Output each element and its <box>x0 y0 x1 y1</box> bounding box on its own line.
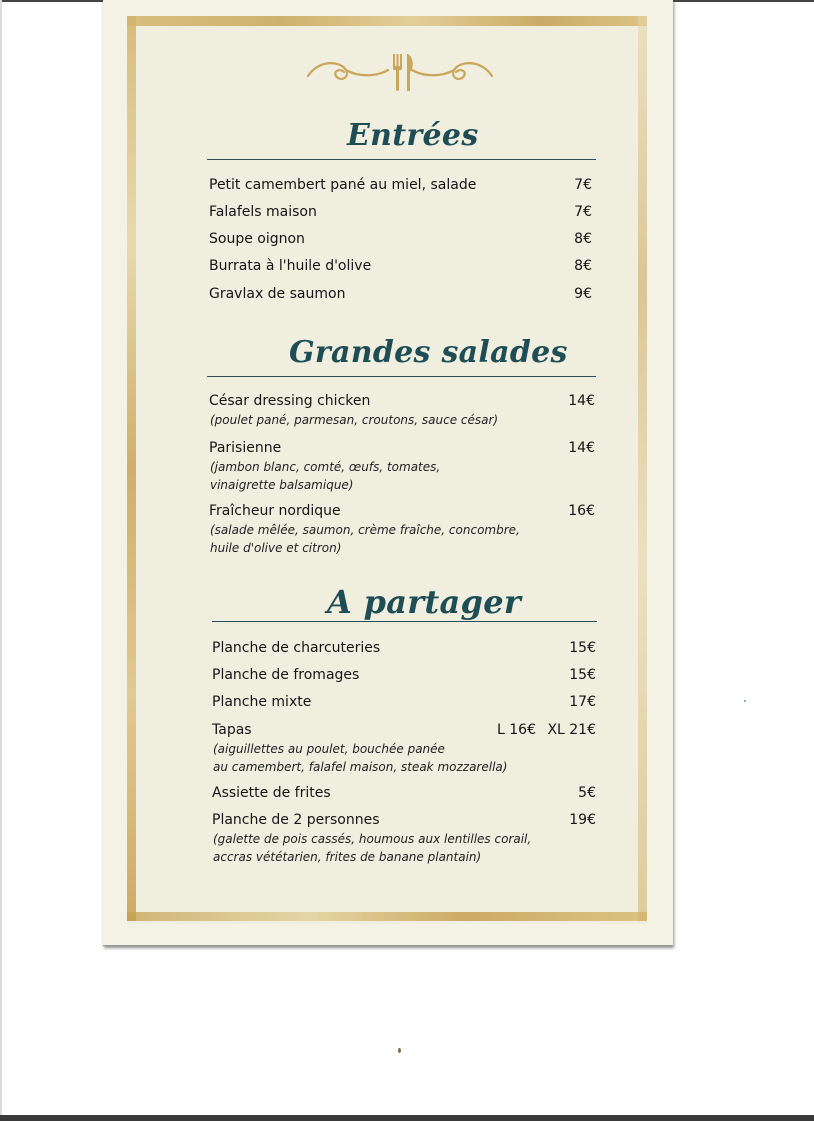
menu-item-description: (jambon blanc, comté, œufs, tomates, <box>210 460 441 474</box>
menu-item-name: Planche mixte <box>212 694 312 710</box>
menu-item-price: 14€ <box>568 393 595 409</box>
frame-border-top <box>127 16 647 26</box>
menu-item-price: 19€ <box>569 812 596 828</box>
frame-border-bottom <box>127 912 647 921</box>
menu-item-price: 8€ <box>574 231 592 247</box>
menu-item-price: 15€ <box>569 667 596 683</box>
menu-item-name: Gravlax de saumon <box>209 286 346 302</box>
menu-item-description: accras vététarien, frites de banane plantain) <box>213 850 482 864</box>
menu-item-name: Burrata à l'huile d'olive <box>209 258 372 274</box>
menu-item-name: Fraîcheur nordique <box>209 503 341 519</box>
menu-item-name: Planche de fromages <box>212 667 360 683</box>
section-title: A partager <box>327 583 522 621</box>
menu-item-description: (poulet pané, parmesan, croutons, sauce césar) <box>210 413 499 427</box>
menu-item-price: 17€ <box>569 694 596 710</box>
menu-item-name: Tapas <box>212 722 252 738</box>
menu-item-description: au camembert, falafel maison, steak mozzarella) <box>213 760 508 774</box>
menu-item-name: Falafels maison <box>209 204 317 220</box>
frame-border-right <box>638 16 647 921</box>
menu-item-price: 16€ <box>568 503 595 519</box>
scan-edge-bottom <box>0 1115 814 1121</box>
section-divider <box>212 621 597 622</box>
menu-item-price: 15€ <box>569 640 596 656</box>
menu-item-description: huile d'olive et citron) <box>210 541 342 555</box>
menu-item-price: 5€ <box>578 785 596 801</box>
menu-item-price-large: L 16€ <box>497 722 536 738</box>
menu-item-price: 14€ <box>568 440 595 456</box>
menu-item-name: Planche de charcuteries <box>212 640 381 656</box>
menu-item-price: 7€ <box>574 204 592 220</box>
scan-speck <box>744 700 746 702</box>
menu-item-name: Soupe oignon <box>209 231 305 247</box>
menu-item-name: Assiette de frites <box>212 785 331 801</box>
menu-item-price: 7€ <box>574 177 592 193</box>
menu-item-description: (galette de pois cassés, houmous aux lentilles corail, <box>213 832 532 846</box>
menu-item-price: 9€ <box>574 286 592 302</box>
section-title: Grandes salades <box>289 335 568 370</box>
section-divider <box>207 376 596 377</box>
menu-item-name: Parisienne <box>209 440 282 456</box>
menu-item-price: XL 21€ <box>547 722 596 738</box>
menu-item-description: vinaigrette balsamique) <box>210 478 354 492</box>
menu-item-description: (aiguillettes au poulet, bouchée panée <box>213 742 445 756</box>
menu-item-price: 8€ <box>574 258 592 274</box>
scan-speck <box>398 1048 401 1053</box>
section-divider <box>207 159 596 160</box>
menu-item-name: Petit camembert pané au miel, salade <box>209 177 477 193</box>
scan-edge-left <box>0 0 2 1121</box>
section-title: Entrées <box>347 118 479 153</box>
menu-item-description: (salade mêlée, saumon, crème fraîche, concombre, <box>210 523 520 537</box>
menu-item-name: Planche de 2 personnes <box>212 812 380 828</box>
frame-border-left <box>127 16 136 921</box>
fork-knife-flourish-icon <box>300 50 500 94</box>
menu-item-name: César dressing chicken <box>209 393 371 409</box>
